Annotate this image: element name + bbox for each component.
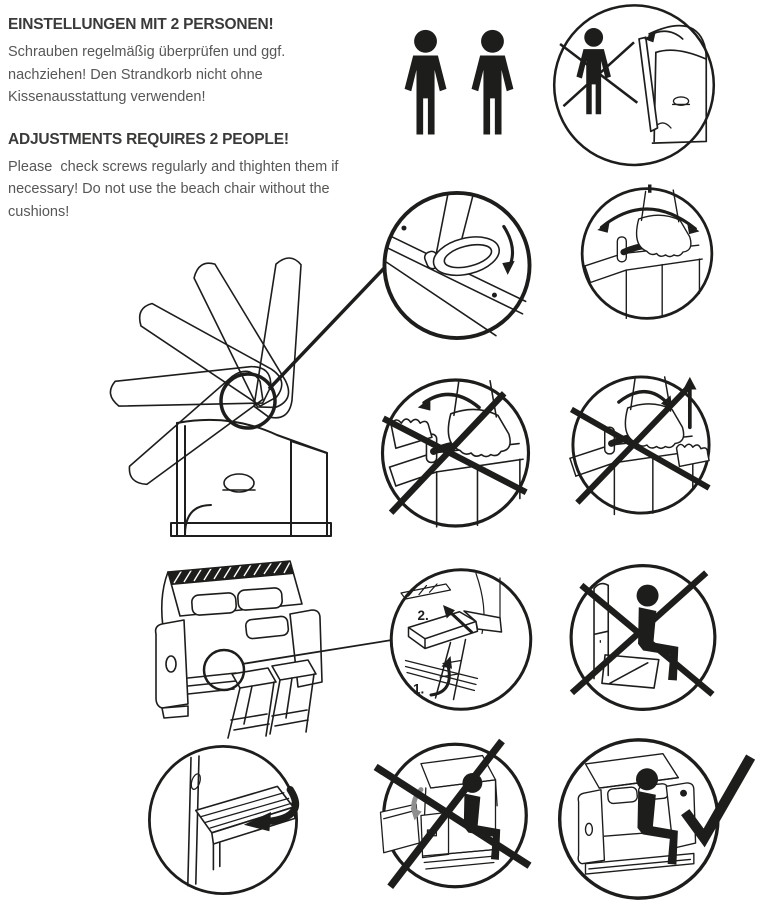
lever-oneway-prohibited-circle xyxy=(377,374,534,532)
person-icon xyxy=(472,30,514,135)
detail-highlight-circle xyxy=(204,650,244,690)
detail-connector-line xyxy=(269,263,389,389)
hood-fan xyxy=(106,252,355,487)
strap-loop-detail-circle xyxy=(379,187,535,344)
circle-outline xyxy=(554,5,714,165)
lever-lift-prohibited-circle xyxy=(567,370,715,520)
fold-table-flap-circle xyxy=(142,740,304,900)
sit-on-footrest-prohibited-circle xyxy=(564,557,722,718)
footrest-steps-circle xyxy=(386,560,536,719)
lever-both-directions-circle xyxy=(578,184,716,323)
heading-german: EINSTELLUNGEN MIT 2 PERSONEN! xyxy=(8,16,274,33)
body-english: Please check screws regularly and thighten them if necessary! Do not use the beach chair without the cushions! xyxy=(8,158,343,220)
heading-english: ADJUSTMENTS REQUIRES 2 PEOPLE! xyxy=(8,130,289,148)
body-german: Schrauben regelmäßig überprüfen und ggf. nachziehen! Den Strandkorb nicht ohne Kissenausstattung verwenden! xyxy=(8,44,290,105)
with-cushions-ok-circle xyxy=(556,733,756,905)
beach-chair-footrests-figure xyxy=(140,556,392,744)
footrest-stools xyxy=(228,660,316,738)
step-2-label: 2. xyxy=(417,608,429,623)
carry-alone-prohibited-circle xyxy=(549,2,719,170)
detail-highlight-circle xyxy=(221,374,275,428)
chair-body xyxy=(171,420,331,536)
step-1-label: 1. xyxy=(413,681,425,697)
no-cushions-prohibited-circle xyxy=(374,733,536,898)
cushions xyxy=(191,587,289,639)
instructions-text xyxy=(8,16,360,245)
person-icon xyxy=(405,30,447,135)
hood-positions-figure xyxy=(25,243,390,543)
two-people-pictogram xyxy=(395,26,523,148)
